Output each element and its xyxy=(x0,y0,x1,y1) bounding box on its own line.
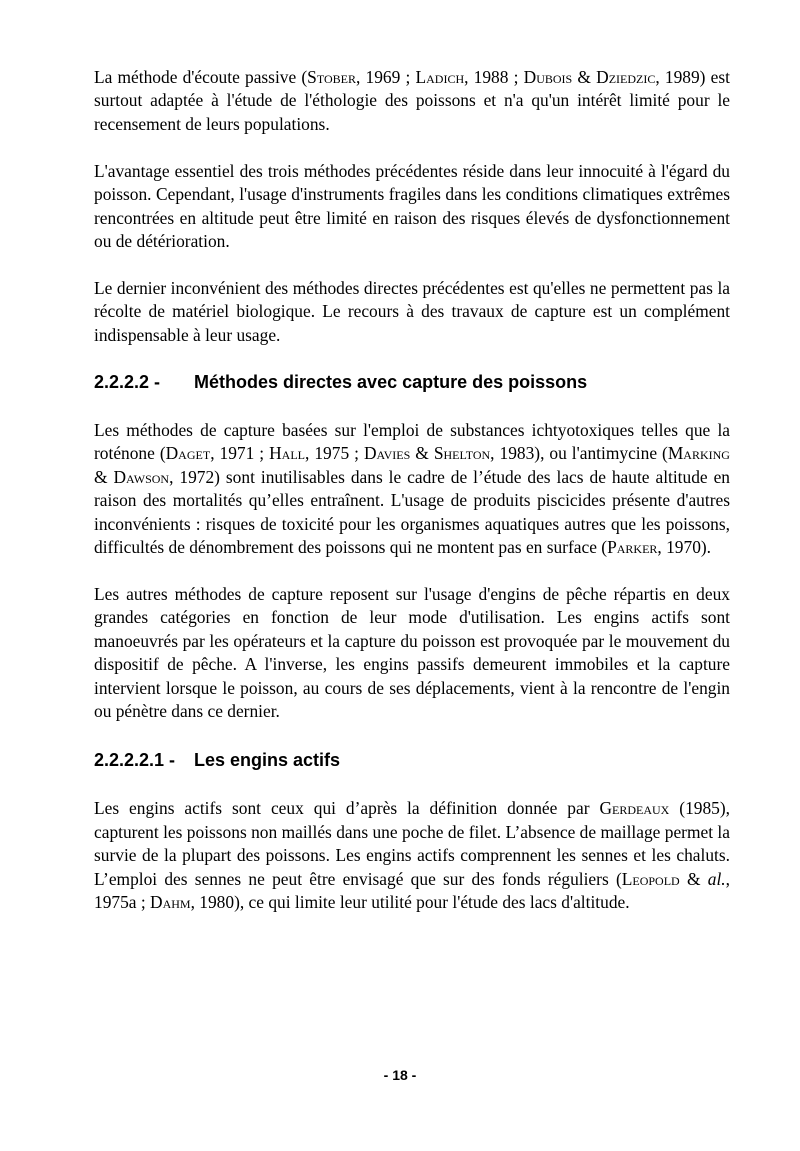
paragraph-engins-actifs: Les engins actifs sont ceux qui d’après la définition donnée par Gerdeaux (1985), capturent les poissons non maillés dans une poche de filet. L’absence de maillage permet la survie de la plupart des poissons. Les engins actifs comprennent les sennes et les chaluts. L’emploi des sennes ne peut être envisagé que sur des fonds réguliers (Leopold & al., 1975a ; Dahm, 1980), ce qui limite leur utilité pour l'étude des lacs d'altitude. xyxy=(94,798,731,913)
author-name: Daget xyxy=(165,443,211,464)
author-name: Hall xyxy=(269,443,306,464)
page-number: - 18 - xyxy=(383,1067,417,1083)
subsection-title: Les engins actifs xyxy=(194,750,341,771)
author-name: Davies xyxy=(363,443,411,464)
author-name: Marking xyxy=(667,443,730,464)
section-heading-engins-actifs xyxy=(94,748,730,772)
author-name: Stober xyxy=(307,67,356,87)
subsection-number: 2.2.2.2.1 - xyxy=(94,750,176,771)
author-name: Dubois xyxy=(523,67,573,87)
section-heading-capture xyxy=(94,370,730,394)
author-name: Shelton xyxy=(433,443,491,464)
author-name: Parker xyxy=(607,537,658,558)
author-name: Dawson xyxy=(113,466,170,487)
author-name: Dziedzic xyxy=(596,67,656,87)
author-name: Gerdeaux xyxy=(599,798,670,819)
italic-text: al. xyxy=(707,868,726,889)
paragraph-ichtyotoxiques: Les méthodes de capture basées sur l'emploi de substances ichtyotoxiques telles que la roténone (Daget, 1971 ; Hall, 1975 ; Davies & Shelton, 1983), ou l'antimycine (Marking & Dawson, 1972) sont inutilisables dans le cadre de l’étude des lacs de haute altitude en raison des mortalités qu’elles entraînent. L'usage de produits piscicides présente d'autres inconvénients : risques de toxicité pour les organismes aquatiques autres que les poissons, difficultés de dénombrement des poissons qui ne montent pas en surface (Parker, 1970). xyxy=(94,420,730,558)
paragraph-inconvenient: Le dernier inconvénient des méthodes directes précédentes est qu'elles ne permettent pas la récolte de matériel biologique. Le recours à des travaux de capture est un complément indispensable à leur usage. xyxy=(94,277,730,345)
author-name: Leopold xyxy=(621,868,680,889)
paragraph-avantage: L'avantage essentiel des trois méthodes précédentes réside dans leur innocuité à l'égard du poisson. Cependant, l'usage d'instruments fragiles dans les conditions climatiques extrêmes rencontrées en altitude peut être limité en raison des risques élevés de dysfonctionnement ou de détérioration. xyxy=(94,160,730,251)
section-title: Méthodes directes avec capture des poissons xyxy=(194,372,588,393)
section-number: 2.2.2.2 - xyxy=(94,372,161,393)
author-name: Ladich xyxy=(415,67,465,87)
author-name: Dahm xyxy=(150,892,191,913)
paragraph-ecoute-passive: La méthode d'écoute passive (Stober, 1969 ; Ladich, 1988 ; Dubois & Dziedzic, 1989) est surtout adaptée à l'étude de l'éthologie des poissons et n'a qu'un intérêt limité pour le recensement de leurs populations. xyxy=(94,67,730,134)
paragraph-engins-peche: Les autres méthodes de capture reposent sur l'usage d'engins de pêche répartis en deux grandes catégories en fonction de leur mode d'utilisation. Les engins actifs sont manoeuvrés par les opérateurs et la capture du poisson est provoquée par le mouvement du dispositif de pêche. A l'inverse, les engins passifs demeurent immobiles et la capture intervient lorsque le poisson, au cours de ses déplacements, vient à la rencontre de l'engin ou pénètre dans ce dernier. xyxy=(94,584,730,722)
document-page xyxy=(94,66,730,914)
